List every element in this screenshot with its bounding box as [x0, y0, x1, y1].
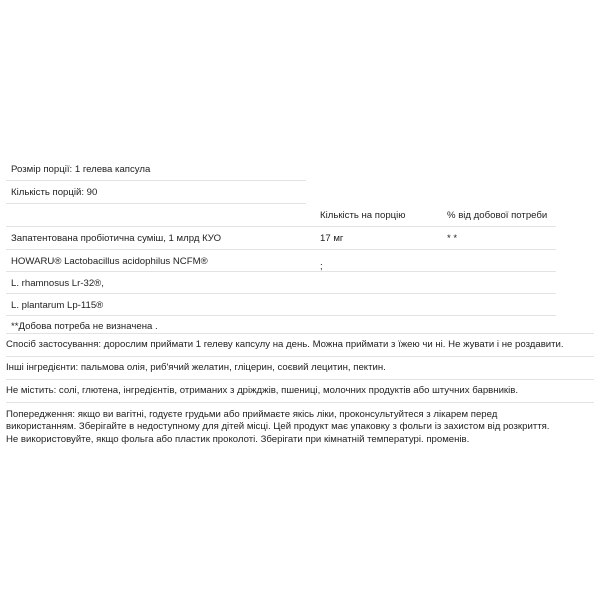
divider [6, 402, 594, 403]
table-row [6, 294, 556, 316]
footnote-text: **Добова потреба не визначена . [11, 321, 158, 332]
usage-text: Спосіб застосування: дорослим приймати 1 гелеву капсулу на день. Можна приймати з їжею чи ні. Не жувати і не роздавити. [6, 339, 564, 350]
divider [6, 333, 594, 334]
serving-size-row [6, 158, 306, 181]
amount-column-header: Кількість на порцію [320, 210, 406, 221]
table-row [6, 272, 556, 294]
warning-line: Не використовуйте, якщо фольга або пластик проколоті. Зберігати при кімнатній температурі. променів. [6, 433, 470, 445]
serving-size-text: Розмір порції: 1 гелева капсула [11, 164, 151, 175]
strain-name: HOWARU® Lactobacillus acidophilus NCFM® [11, 256, 208, 267]
strain-mark: ; [320, 261, 323, 272]
strain-name: L. plantarum Lp-115® [11, 300, 104, 311]
other-ingredients-text: Інші інгредієнти: пальмова олія, риб'ячий желатин, гліцерин, соєвий лецитин, пектин. [6, 362, 386, 373]
warning-text [6, 409, 549, 446]
servings-row [6, 181, 306, 204]
table-row [6, 227, 556, 250]
table-header-row [6, 204, 556, 227]
strain-name: L. rhamnosus Lr-32®, [11, 278, 104, 289]
servings-text: Кількість порцій: 90 [11, 187, 98, 198]
blend-daily-value: * * [447, 233, 458, 244]
divider [6, 356, 594, 357]
daily-value-column-header: % від добової потреби [447, 210, 548, 221]
supplement-facts-table [6, 158, 556, 337]
warning-line: використанням. Зберігайте в недоступному для дітей місці. Цей продукт має упаковку з фольги із захистом від розкриття. [6, 421, 550, 433]
blend-name: Запатентована пробіотична суміш, 1 млрд КУО [11, 233, 222, 244]
free-of-text: Не містить: солі, глютена, інгредієнтів, отриманих з дріжджів, пшениці, молочних продуктів або штучних барвників. [6, 385, 519, 396]
table-row [6, 250, 556, 272]
divider [6, 379, 594, 380]
blend-amount: 17 мг [320, 233, 344, 244]
warning-line: Попередження: якщо ви вагітні, годуєте грудьми або приймаєте якісь ліки, проконсультуйтеся з лікарем перед [6, 409, 498, 420]
